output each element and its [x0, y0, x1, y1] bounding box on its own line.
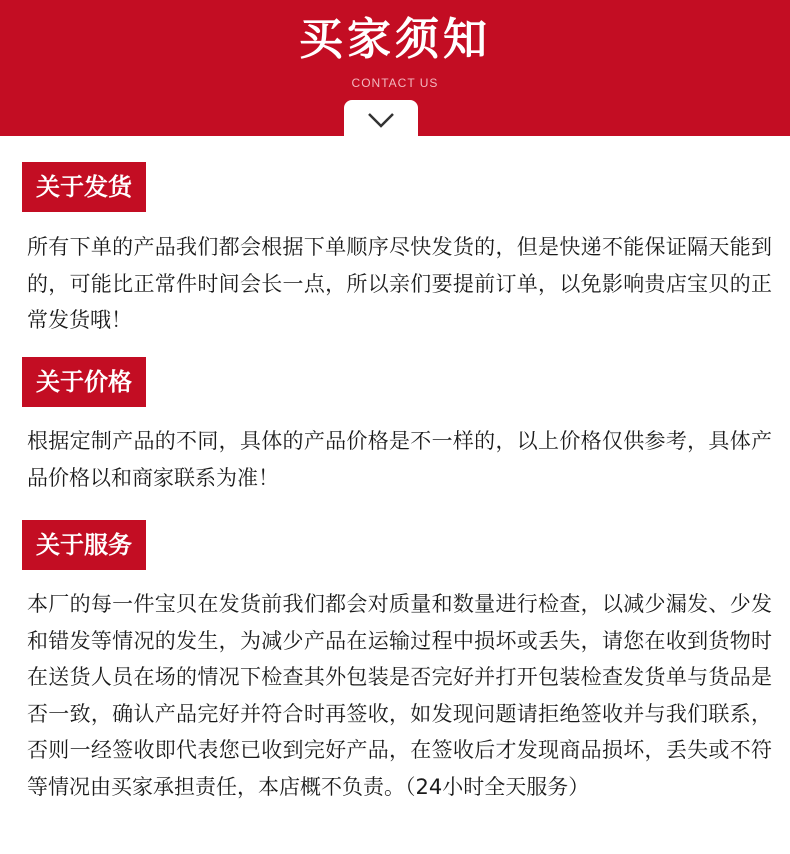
- section-text-price: 根据定制产品的不同，具体的产品价格是不一样的，以上价格仅供参考，具体产品价格以和商家联系为准！: [27, 429, 772, 490]
- chevron-down-icon: [366, 110, 396, 130]
- page-subtitle: CONTACT US: [351, 76, 439, 90]
- page-title: 买家须知: [299, 14, 491, 65]
- section-text-service: 本厂的每一件宝贝在发货前我们都会对质量和数量进行检查，以减少漏发、少发和错发等情况的发生，为减少产品在运输过程中损坏或丢失，请您在收到货物时在送货人员在场的情况下检查其外包装是否完好并打开包装检查发货单与货品是否一致，确认产品完好并符合时再签收，如发现问题请拒绝签收并与我们联系，否则一经签收即代表您已收到完好产品，在签收后才发现商品损坏，丢失或不符等情况由买家承担责任，本店概不负责。（24小时全天服务）: [27, 592, 772, 799]
- header-tab: [344, 100, 418, 140]
- section-label-shipping: 关于发货: [22, 162, 146, 212]
- section-text-shipping: 所有下单的产品我们都会根据下单顺序尽快发货的，但是快递不能保证隔天能到的，可能比正常件时间会长一点，所以亲们要提前订单，以免影响贵店宝贝的正常发货哦！: [27, 235, 772, 332]
- section-label-price: 关于价格: [22, 357, 146, 407]
- section-label-service: 关于服务: [22, 520, 146, 570]
